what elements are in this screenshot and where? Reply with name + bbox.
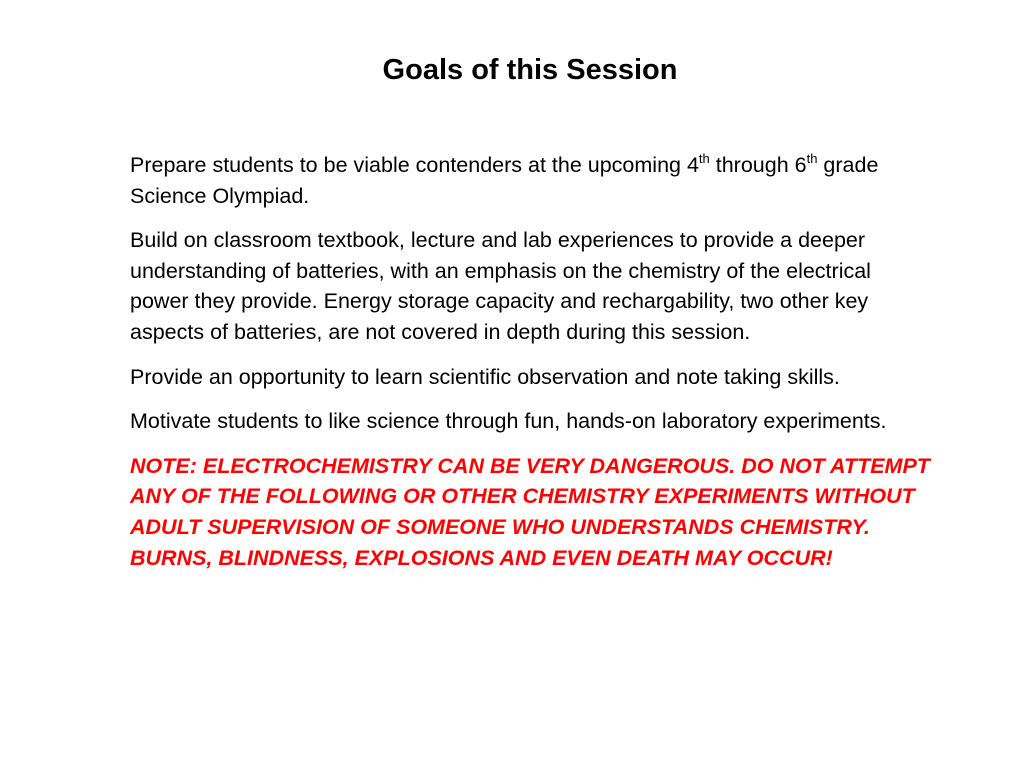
ordinal-suffix-6th: th (806, 150, 818, 166)
goal-paragraph-observation: Provide an opportunity to learn scientific observation and note taking skills. (130, 364, 840, 389)
goal-paragraph-batteries: Build on classroom textbook, lecture and lab experiences to provide a deeper understanding of batteries, with an emphasis on the chemistry of the electrical power they provide. Energy storage capacity and rechargability, two other key aspects of batteries, are not covered in depth during this session. (130, 228, 871, 344)
goal-text-part-c: grade Science Olympiad. (130, 153, 879, 208)
ordinal-suffix-4th: th (698, 150, 710, 166)
slide-body (130, 150, 930, 573)
goal-paragraph-olympiad (130, 150, 930, 211)
slide-title: Goals of this Session (382, 54, 678, 86)
goal-paragraph-motivation: Motivate students to like science through fun, hands-on laboratory experiments. (130, 409, 887, 434)
goal-text-part-a: Prepare students to be viable contenders at the upcoming 4 (130, 153, 699, 177)
safety-warning: NOTE: ELECTROCHEMISTRY CAN BE VERY DANGEROUS. DO NOT ATTEMPT ANY OF THE FOLLOWING OR OTHER CHEMISTRY EXPERIMENTS WITHOUT ADULT SUPERVISION OF SOMEONE WHO UNDERSTANDS CHEMISTRY. BURNS, BLINDNESS, EXPLOSIONS AND EVEN DEATH MAY OCCUR! (130, 453, 930, 570)
goal-text-part-b: through 6 (709, 153, 807, 177)
